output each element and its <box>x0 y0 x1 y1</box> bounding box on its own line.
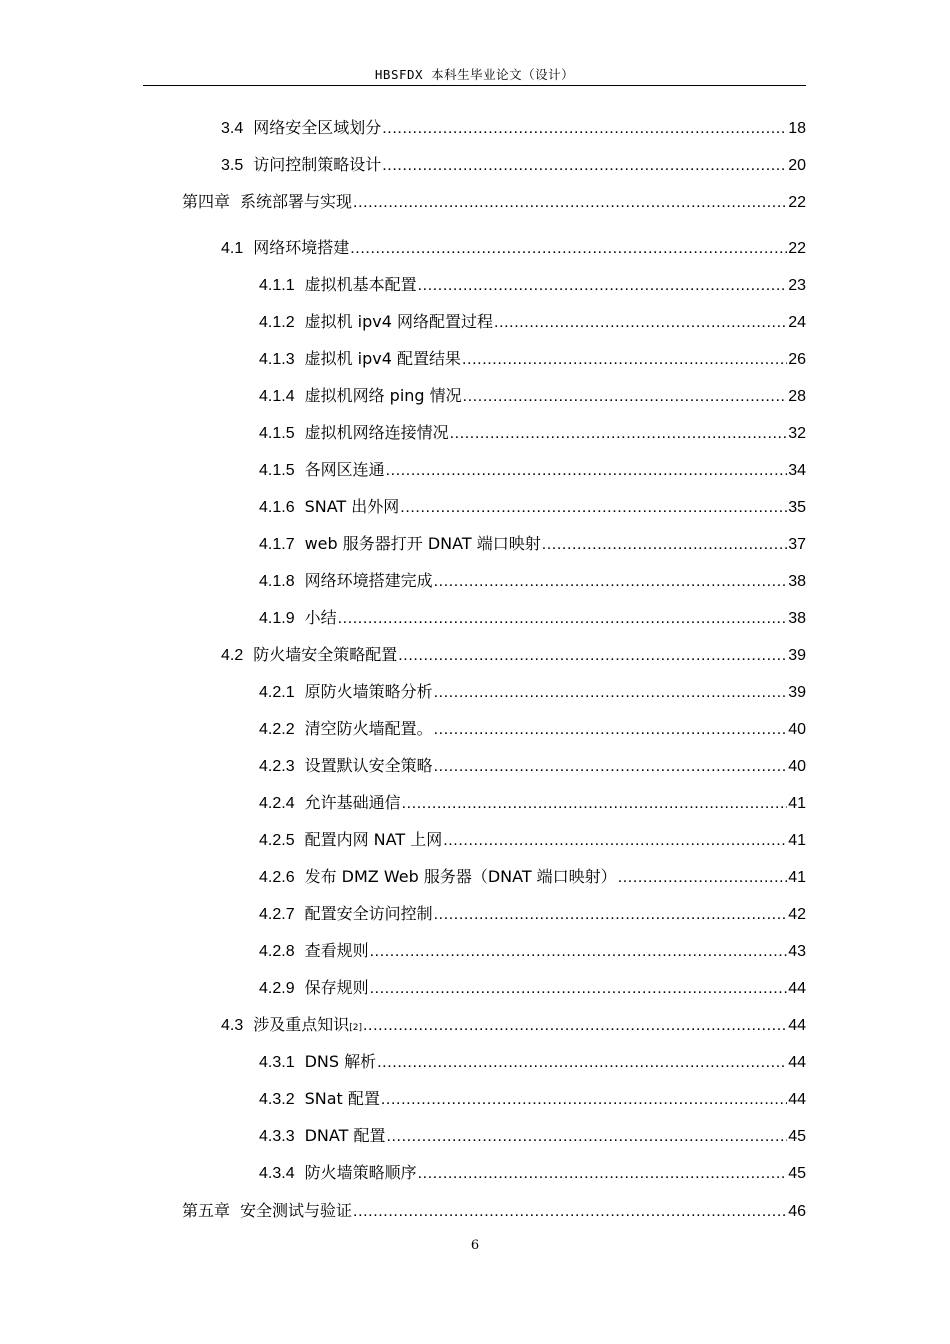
toc-entry-title: 原防火墙策略分析 <box>304 682 433 701</box>
toc-subsection-entry[interactable] <box>259 932 806 969</box>
toc-subsection-entry[interactable] <box>259 599 806 636</box>
toc-entry-number: 4.3.3 <box>259 1128 295 1145</box>
toc-entry-number: 4.2.6 <box>259 869 295 886</box>
toc-entry-title: 虚拟机网络连接情况 <box>304 423 449 442</box>
toc-subsection-entry[interactable] <box>259 266 806 303</box>
toc-dot-leader <box>443 822 787 859</box>
toc-page-number: 43 <box>788 943 806 960</box>
toc-page-number: 22 <box>788 194 806 211</box>
toc-page-number: 38 <box>788 573 806 590</box>
toc-subsection-entry[interactable] <box>259 562 806 599</box>
toc-entry-number: 3.4 <box>221 120 244 137</box>
toc-entry-number: 4.2 <box>221 647 244 664</box>
toc-entry-number: 4.1.5 <box>259 462 295 479</box>
toc-subsection-entry[interactable] <box>259 1154 806 1191</box>
toc-dot-leader <box>382 147 787 184</box>
toc-entry-number: 4.2.1 <box>259 684 295 701</box>
toc-page-number: 24 <box>788 314 806 331</box>
toc-dot-leader <box>382 110 787 147</box>
toc-section-entry[interactable] <box>221 229 806 266</box>
toc-entry-number: 4.2.5 <box>259 832 295 849</box>
toc-dot-leader <box>400 489 787 526</box>
toc-subsection-entry[interactable] <box>259 451 806 488</box>
toc-entry-number: 4.1.8 <box>259 573 295 590</box>
toc-entry-title: SNat 配置 <box>304 1089 380 1108</box>
toc-entry-title: 允许基础通信 <box>304 793 401 812</box>
toc-entry-title: 设置默认安全策略 <box>304 756 433 775</box>
toc-entry-title: DNS 解析 <box>304 1052 377 1071</box>
toc-subsection-entry[interactable] <box>259 969 806 1006</box>
toc-page-number: 32 <box>788 425 806 442</box>
toc-subsection-entry[interactable] <box>259 673 806 710</box>
toc-entry-title: 各网区连通 <box>304 460 385 479</box>
toc-subsection-entry[interactable] <box>259 525 806 562</box>
toc-entry-title: 发布 DMZ Web 服务器（DNAT 端口映射） <box>304 867 617 886</box>
toc-subsection-entry[interactable] <box>259 1080 806 1117</box>
toc-dot-leader <box>370 970 788 1007</box>
toc-page-number: 37 <box>788 536 806 553</box>
toc-entry-number: 4.3.4 <box>259 1165 295 1182</box>
toc-dot-leader <box>370 933 788 970</box>
running-header: HBSFDX 本科生毕业论文（设计） <box>374 67 575 82</box>
toc-entry-title: 配置安全访问控制 <box>304 904 433 923</box>
toc-entry-number: 4.1.6 <box>259 499 295 516</box>
toc-page-number: 35 <box>788 499 806 516</box>
toc-dot-leader <box>542 526 787 563</box>
toc-entry-title: 网络安全区域划分 <box>253 118 382 137</box>
toc-entry-title: 清空防火墙配置。 <box>304 719 433 738</box>
toc-entry-title: 涉及重点知识 <box>253 1015 350 1034</box>
toc-dot-leader <box>418 1155 788 1192</box>
toc-entry-title: SNAT 出外网 <box>304 497 400 516</box>
toc-dot-leader <box>434 896 788 933</box>
toc-page-number: 44 <box>788 1054 806 1071</box>
toc-dot-leader <box>434 563 788 600</box>
toc-entry-title: 虚拟机网络 ping 情况 <box>304 386 462 405</box>
toc-dot-leader <box>381 1081 787 1118</box>
toc-entry-number: 4.1.7 <box>259 536 295 553</box>
toc-dot-leader <box>402 785 788 822</box>
toc-dot-leader <box>386 452 788 489</box>
toc-dot-leader <box>363 1007 787 1044</box>
toc-entry-title: 访问控制策略设计 <box>253 155 382 174</box>
toc-section-entry[interactable] <box>221 636 806 673</box>
toc-section-entry[interactable] <box>221 146 806 183</box>
toc-entry-number: 3.5 <box>221 157 244 174</box>
toc-page-number: 39 <box>788 684 806 701</box>
toc-page-number: 40 <box>788 721 806 738</box>
toc-dot-leader <box>450 415 788 452</box>
toc-entry-number: 4.3 <box>221 1017 244 1034</box>
toc-entry-number: 4.2.2 <box>259 721 295 738</box>
toc-entry-number: 4.1.5 <box>259 425 295 442</box>
toc-page-number: 34 <box>788 462 806 479</box>
toc-entry-number: 4.1.9 <box>259 610 295 627</box>
toc-dot-leader <box>618 859 788 896</box>
toc-entry-number: 4.2.8 <box>259 943 295 960</box>
toc-entry-title: 配置内网 NAT 上网 <box>304 830 443 849</box>
toc-page-number: 23 <box>788 277 806 294</box>
toc-dot-leader <box>463 378 788 415</box>
toc-dot-leader <box>398 637 787 674</box>
toc-subsection-entry[interactable] <box>259 784 806 821</box>
toc-entry-number: 4.2.7 <box>259 906 295 923</box>
toc-entry-title: 防火墙策略顺序 <box>304 1163 417 1182</box>
toc-entry-number: 4.1.4 <box>259 388 295 405</box>
toc-entry-number: 4.1.2 <box>259 314 295 331</box>
toc-entry-title: DNAT 配置 <box>304 1126 386 1145</box>
toc-entry-number: 第四章 <box>182 194 231 211</box>
toc-dot-leader <box>462 341 787 378</box>
toc-subsection-entry[interactable] <box>259 858 806 895</box>
toc-chapter-entry[interactable] <box>182 183 806 220</box>
toc-dot-leader <box>386 1118 787 1155</box>
toc-subsection-entry[interactable] <box>259 895 806 932</box>
toc-entry-title: 网络环境搭建完成 <box>304 571 433 590</box>
toc-dot-leader <box>353 1193 787 1230</box>
toc-entry-number: 4.2.4 <box>259 795 295 812</box>
toc-dot-leader <box>434 711 788 748</box>
toc-entry-number: 4.1.1 <box>259 277 295 294</box>
toc-page-number: 45 <box>788 1128 806 1145</box>
toc-entry-title: 网络环境搭建 <box>253 238 350 257</box>
toc-entry-title: 保存规则 <box>304 978 369 997</box>
toc-page-number: 22 <box>788 240 806 257</box>
toc-entry-number: 4.1.3 <box>259 351 295 368</box>
toc-subsection-entry[interactable] <box>259 710 806 747</box>
toc-entry-title: 安全测试与验证 <box>240 1201 353 1220</box>
toc-page-number: 45 <box>788 1165 806 1182</box>
toc-dot-leader <box>494 304 787 341</box>
toc-subsection-entry[interactable] <box>259 488 806 525</box>
toc-page-number: 44 <box>788 1017 806 1034</box>
toc-dot-leader <box>350 230 787 267</box>
toc-dot-leader <box>353 184 787 221</box>
toc-page-number: 38 <box>788 610 806 627</box>
toc-entry-title: 小结 <box>304 608 337 627</box>
toc-dot-leader <box>338 600 788 637</box>
toc-subsection-entry[interactable] <box>259 821 806 858</box>
toc-page-number: 41 <box>788 832 806 849</box>
toc-page-number: 40 <box>788 758 806 775</box>
toc-subsection-entry[interactable] <box>259 303 806 340</box>
toc-page-number: 41 <box>788 795 806 812</box>
toc-entry-number: 第五章 <box>182 1203 231 1220</box>
toc-page-number: 42 <box>788 906 806 923</box>
toc-entry-title: 查看规则 <box>304 941 369 960</box>
toc-entry-title: 系统部署与实现 <box>240 192 353 211</box>
toc-entry-title: 虚拟机 ipv4 网络配置过程 <box>304 312 494 331</box>
toc-section-entry[interactable]: 4.3 涉及重点知识 [2] ..... 44 <box>221 1006 806 1043</box>
toc-entry-number: 4.1 <box>221 240 244 257</box>
toc-entry-number: 4.2.9 <box>259 980 295 997</box>
toc-page-number: 20 <box>788 157 806 174</box>
toc-subsection-entry[interactable] <box>259 1043 806 1080</box>
toc-dot-leader <box>377 1044 787 1081</box>
toc-entry-title: 虚拟机 ipv4 配置结果 <box>304 349 462 368</box>
toc-entry-title: web 服务器打开 DNAT 端口映射 <box>304 534 541 553</box>
page-number: 6 <box>470 1238 480 1253</box>
toc-page-number: 41 <box>788 869 806 886</box>
toc-page-number: 26 <box>788 351 806 368</box>
toc-page-number: 44 <box>788 1091 806 1108</box>
toc-subsection-entry[interactable] <box>259 747 806 784</box>
toc-entry-title: 防火墙安全策略配置 <box>253 645 398 664</box>
toc-subsection-entry[interactable] <box>259 340 806 377</box>
toc-dot-leader <box>434 748 788 785</box>
toc-subsection-entry[interactable] <box>259 1117 806 1154</box>
toc-subsection-entry[interactable] <box>259 377 806 414</box>
toc-page-number: 44 <box>788 980 806 997</box>
toc-section-entry[interactable] <box>221 109 806 146</box>
toc-entry-number: 4.3.1 <box>259 1054 295 1071</box>
toc-dot-leader <box>418 267 788 304</box>
toc-page-number: 46 <box>788 1203 806 1220</box>
toc-entry-number: 4.3.2 <box>259 1091 295 1108</box>
toc-entry-title: 虚拟机基本配置 <box>304 275 417 294</box>
toc-page-number: 18 <box>788 120 806 137</box>
toc-subsection-entry[interactable] <box>259 414 806 451</box>
toc-page-number: 39 <box>788 647 806 664</box>
toc-entry-number: 4.2.3 <box>259 758 295 775</box>
toc-page-number: 28 <box>788 388 806 405</box>
toc-chapter-entry[interactable] <box>182 1192 806 1229</box>
toc-dot-leader <box>434 674 788 711</box>
header-rule <box>143 85 806 86</box>
